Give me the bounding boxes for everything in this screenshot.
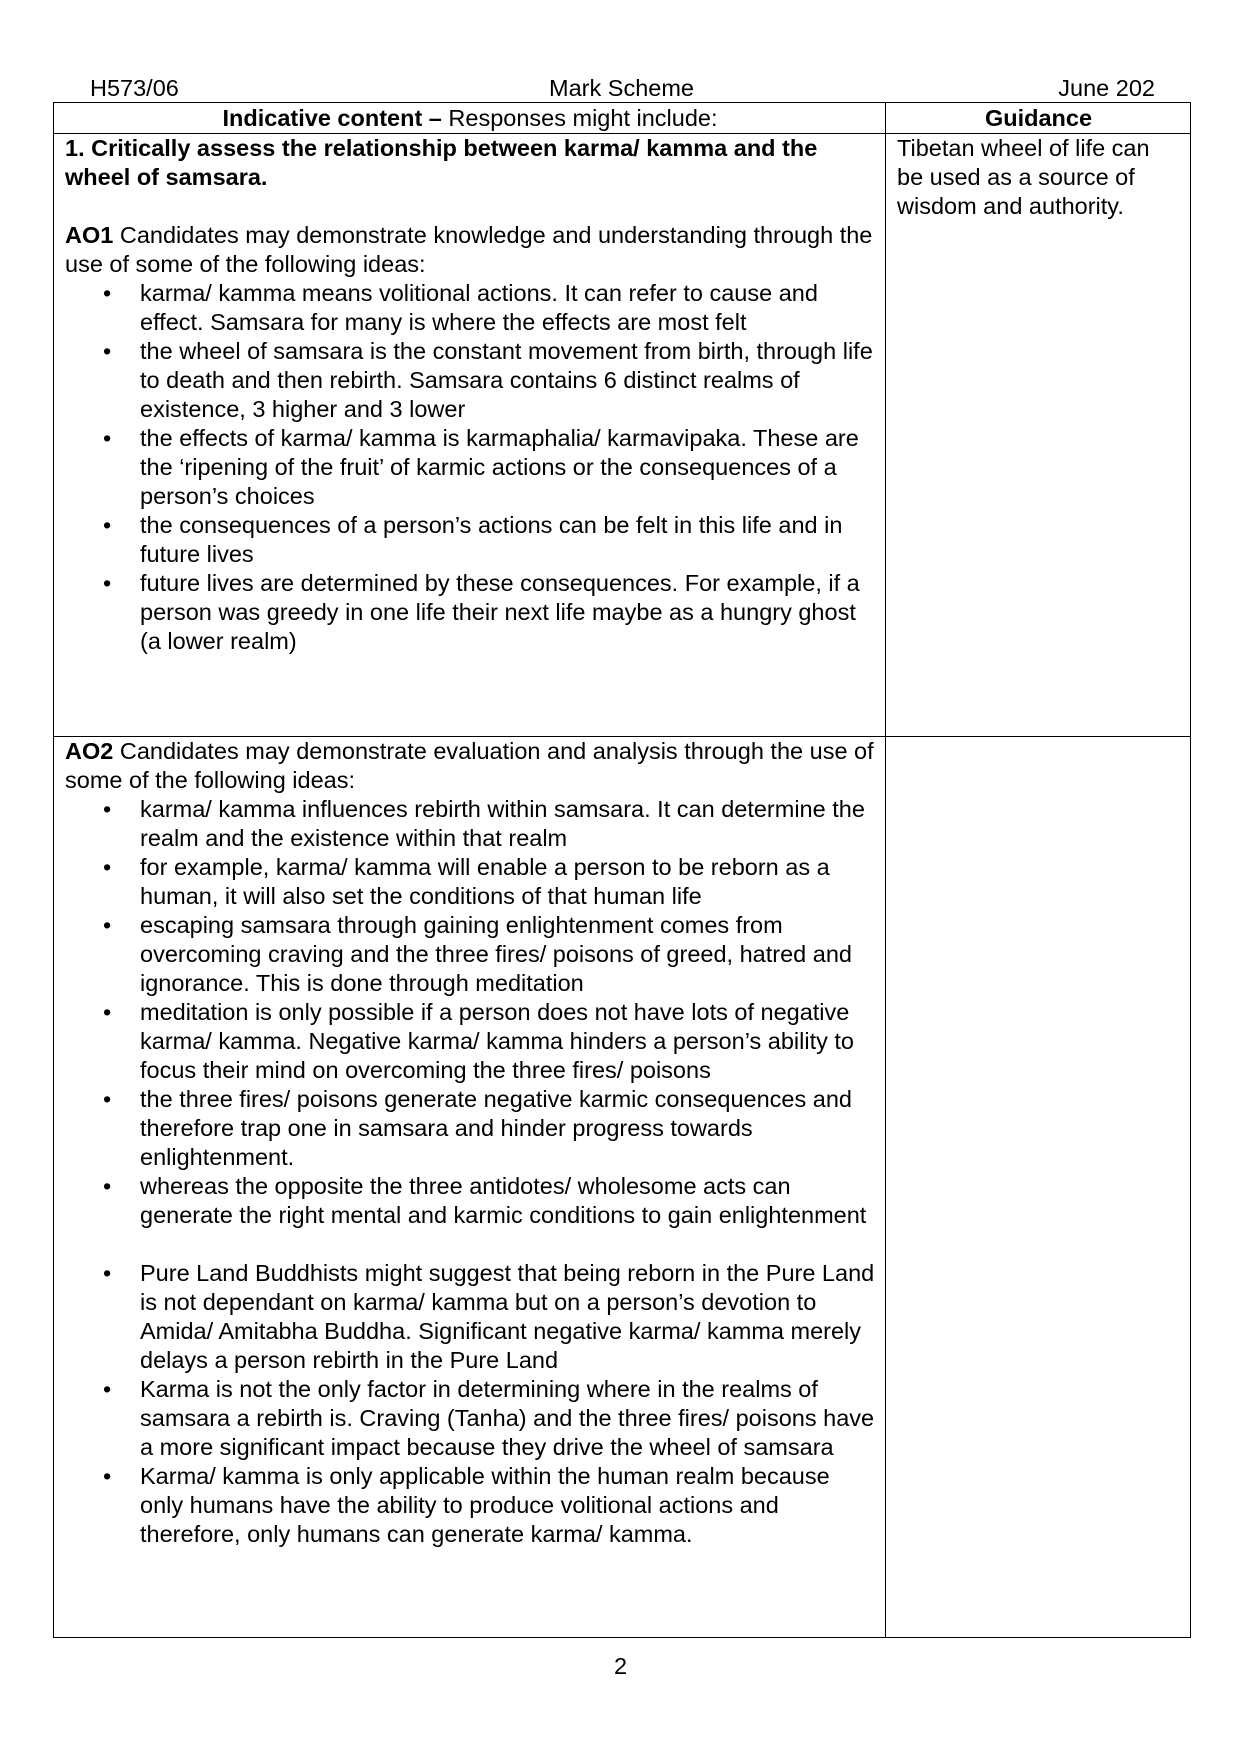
table-row-ao1: [54, 134, 1191, 737]
ao1-guidance-cell: [886, 134, 1191, 737]
list-item: • the consequences of a person’s actions can be felt in this life and in future lives: [65, 511, 875, 569]
indicative-content-header-bold: Indicative content –: [222, 105, 442, 131]
ao1-label: AO1: [65, 222, 114, 248]
list-item: • Karma/ kamma is only applicable within the human realm because only humans have the ability to produce volitional actions and therefore, only humans can generate karma/ kamma.: [65, 1462, 875, 1549]
table-row-ao2: [54, 737, 1191, 1638]
ao1-intro-text: Candidates may demonstrate knowledge and understanding through the use of some of the following ideas:: [65, 222, 873, 277]
document-title: Mark Scheme: [549, 75, 694, 101]
question-text: 1. Critically assess the relationship between karma/ kamma and the wheel of samsara.: [65, 135, 818, 190]
exam-date: June 202: [1058, 75, 1155, 101]
guidance-text: Tibetan wheel of life can be used as a source of wisdom and authority.: [897, 135, 1150, 219]
list-item: • meditation is only possible if a person does not have lots of negative karma/ kamma. Negative karma/ kamma hinders a person’s ability to focus their mind on overcoming the three fires/ poisons: [65, 998, 875, 1085]
ao2-content-cell: [54, 737, 886, 1638]
list-item: • escaping samsara through gaining enlightenment comes from overcoming craving and the three fires/ poisons of greed, hatred and ignorance. This is done through meditation: [65, 911, 875, 998]
indicative-content-header: [54, 103, 886, 134]
ao1-intro: [65, 221, 875, 279]
list-item: • karma/ kamma means volitional actions. It can refer to cause and effect. Samsara for many is where the effects are most felt: [65, 279, 875, 337]
page-number: 2: [613, 1653, 628, 1679]
mark-scheme-table: [53, 102, 1191, 1638]
list-item: • karma/ kamma influences rebirth within samsara. It can determine the realm and the existence within that realm: [65, 795, 875, 853]
ao2-points-list: [65, 795, 875, 1549]
list-item: • Pure Land Buddhists might suggest that being reborn in the Pure Land is not dependant on karma/ kamma but on a person’s devotion to Amida/ Amitabha Buddha. Significant negative karma/ kamma merely delays a person rebirth in the Pure Land: [65, 1259, 875, 1375]
ao2-intro: [65, 737, 875, 795]
list-item: • for example, karma/ kamma will enable a person to be reborn as a human, it will also set the conditions of that human life: [65, 853, 875, 911]
list-item: • the effects of karma/ kamma is karmaphalia/ karmavipaka. These are the ‘ripening of the fruit’ of karmic actions or the consequences of a person’s choices: [65, 424, 875, 511]
paper-code: H573/06: [90, 75, 179, 101]
ao2-label: AO2: [65, 738, 114, 764]
list-item: • the three fires/ poisons generate negative karmic consequences and therefore trap one in samsara and hinder progress towards enlightenment.: [65, 1085, 875, 1172]
page-header: [53, 74, 1190, 104]
guidance-header: Guidance: [886, 103, 1191, 134]
ao1-points-list: [65, 279, 875, 656]
ao2-intro-text: Candidates may demonstrate evaluation and analysis through the use of some of the following ideas:: [65, 738, 874, 793]
table-header-row: [54, 103, 1191, 134]
list-item: • future lives are determined by these consequences. For example, if a person was greedy in one life their next life maybe as a hungry ghost (a lower realm): [65, 569, 875, 656]
list-item: • Karma is not the only factor in determining where in the realms of samsara a rebirth is. Craving (Tanha) and the three fires/ poisons have a more significant impact because they drive the wheel of samsara: [65, 1375, 875, 1462]
indicative-content-header-rest: Responses might include:: [441, 105, 718, 131]
list-item: • the wheel of samsara is the constant movement from birth, through life to death and then rebirth. Samsara contains 6 distinct realms of existence, 3 higher and 3 lower: [65, 337, 875, 424]
list-item: • whereas the opposite the three antidotes/ wholesome acts can generate the right mental and karmic conditions to gain enlightenment: [65, 1172, 875, 1230]
ao2-guidance-cell: [886, 737, 1191, 1638]
ao1-content-cell: [54, 134, 886, 737]
